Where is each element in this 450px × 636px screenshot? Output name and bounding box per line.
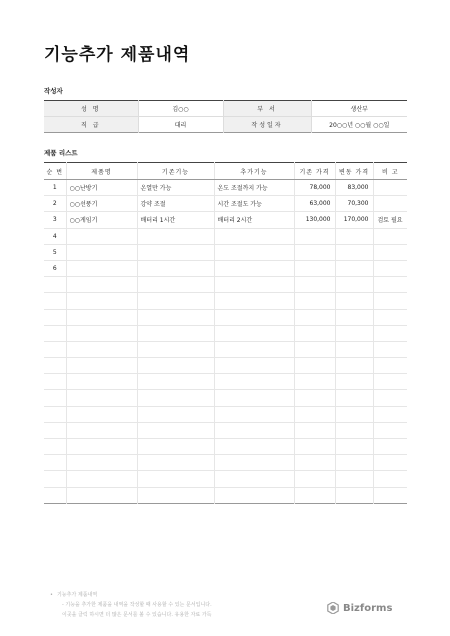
cell-new-price[interactable] bbox=[335, 358, 373, 374]
table-row bbox=[44, 277, 407, 293]
cell-name[interactable]: ○○난방기 bbox=[66, 180, 137, 196]
cell-old-price[interactable] bbox=[294, 390, 335, 406]
cell-old[interactable]: 온열만 가능 bbox=[137, 180, 214, 196]
cell-note[interactable] bbox=[373, 390, 407, 406]
cell-new[interactable] bbox=[214, 422, 294, 438]
cell-name[interactable] bbox=[66, 228, 137, 244]
cell-note[interactable] bbox=[373, 455, 407, 471]
cell-new-price[interactable]: 70,300 bbox=[335, 196, 373, 212]
cell-no bbox=[44, 374, 66, 390]
cell-new-price[interactable] bbox=[335, 455, 373, 471]
cell-new-price[interactable] bbox=[335, 309, 373, 325]
cell-no bbox=[44, 406, 66, 422]
footer-title: 기능추가 제품내역 bbox=[56, 592, 98, 598]
cell-old-price[interactable] bbox=[294, 244, 335, 260]
cell-new[interactable]: 배터리 2시간 bbox=[214, 212, 294, 228]
cell-no: 2 bbox=[44, 196, 66, 212]
cell-old-price[interactable] bbox=[294, 277, 335, 293]
cell-note[interactable]: 검토 필요 bbox=[373, 212, 407, 228]
cell-no: 1 bbox=[44, 180, 66, 196]
table-row bbox=[44, 358, 407, 374]
cell-new-price[interactable] bbox=[335, 260, 373, 276]
author-label: 성 명 bbox=[44, 101, 138, 117]
cell-no bbox=[44, 439, 66, 455]
cell-no bbox=[44, 455, 66, 471]
cell-no bbox=[44, 293, 66, 309]
cell-old[interactable]: 배터리 1시간 bbox=[137, 212, 214, 228]
cell-old[interactable] bbox=[137, 309, 214, 325]
cell-name[interactable] bbox=[66, 455, 137, 471]
bizforms-logo-icon bbox=[327, 602, 339, 614]
cell-old[interactable] bbox=[137, 406, 214, 422]
cell-old[interactable] bbox=[137, 293, 214, 309]
cell-new[interactable] bbox=[214, 244, 294, 260]
author-row bbox=[44, 101, 407, 117]
footer-description: - 기능을 추가한 제품을 내역을 작성할 때 사용할 수 있는 문서입니다. bbox=[62, 602, 212, 608]
cell-new[interactable] bbox=[214, 439, 294, 455]
cell-new[interactable]: 온도 조절까지 가능 bbox=[214, 180, 294, 196]
cell-note[interactable] bbox=[373, 180, 407, 196]
cell-old-price[interactable]: 63,000 bbox=[294, 196, 335, 212]
cell-old-price[interactable] bbox=[294, 309, 335, 325]
cell-new[interactable] bbox=[214, 277, 294, 293]
cell-new[interactable] bbox=[214, 471, 294, 487]
cell-old[interactable] bbox=[137, 422, 214, 438]
cell-note[interactable] bbox=[373, 244, 407, 260]
author-value[interactable]: 생산부 bbox=[311, 101, 407, 117]
cell-note[interactable] bbox=[373, 406, 407, 422]
cell-old-price[interactable] bbox=[294, 293, 335, 309]
table-row bbox=[44, 406, 407, 422]
footer-bullet: • bbox=[50, 592, 53, 598]
table-row bbox=[44, 374, 407, 390]
column-header: 변동 가격 bbox=[335, 163, 373, 180]
cell-old[interactable] bbox=[137, 374, 214, 390]
cell-name[interactable] bbox=[66, 325, 137, 341]
cell-new-price[interactable] bbox=[335, 406, 373, 422]
table-row bbox=[44, 309, 407, 325]
cell-no bbox=[44, 487, 66, 503]
cell-old-price[interactable] bbox=[294, 406, 335, 422]
author-value[interactable]: 20○○년 ○○월 ○○일 bbox=[311, 117, 407, 133]
cell-name[interactable] bbox=[66, 293, 137, 309]
author-row bbox=[44, 117, 407, 133]
cell-note[interactable] bbox=[373, 196, 407, 212]
cell-no bbox=[44, 358, 66, 374]
brand-name: Bizforms bbox=[343, 602, 393, 614]
cell-old-price[interactable] bbox=[294, 439, 335, 455]
table-row bbox=[44, 293, 407, 309]
table-row bbox=[44, 244, 407, 260]
cell-no bbox=[44, 325, 66, 341]
cell-old[interactable] bbox=[137, 228, 214, 244]
cell-new-price[interactable] bbox=[335, 277, 373, 293]
cell-note[interactable] bbox=[373, 325, 407, 341]
column-header: 기존 가격 bbox=[294, 163, 335, 180]
cell-old-price[interactable] bbox=[294, 422, 335, 438]
author-label: 부 서 bbox=[223, 101, 311, 117]
cell-no bbox=[44, 309, 66, 325]
footer-notes bbox=[50, 590, 212, 620]
column-header: 비 고 bbox=[373, 163, 407, 180]
table-row bbox=[44, 341, 407, 357]
cell-old-price[interactable] bbox=[294, 471, 335, 487]
column-header: 추가기능 bbox=[214, 163, 294, 180]
table-header-row bbox=[44, 163, 407, 180]
cell-name[interactable] bbox=[66, 487, 137, 503]
cell-new-price[interactable] bbox=[335, 439, 373, 455]
cell-new-price[interactable] bbox=[335, 228, 373, 244]
cell-old[interactable] bbox=[137, 358, 214, 374]
author-table bbox=[44, 100, 407, 133]
cell-old[interactable] bbox=[137, 244, 214, 260]
cell-old-price[interactable] bbox=[294, 487, 335, 503]
cell-name[interactable] bbox=[66, 422, 137, 438]
cell-new[interactable] bbox=[214, 455, 294, 471]
cell-note[interactable] bbox=[373, 439, 407, 455]
column-header: 제품명 bbox=[66, 163, 137, 180]
cell-no: 5 bbox=[44, 244, 66, 260]
cell-name[interactable] bbox=[66, 309, 137, 325]
cell-new[interactable] bbox=[214, 374, 294, 390]
table-row bbox=[44, 180, 407, 196]
cell-no bbox=[44, 341, 66, 357]
column-header: 순 번 bbox=[44, 163, 66, 180]
cell-note[interactable] bbox=[373, 277, 407, 293]
table-row bbox=[44, 325, 407, 341]
cell-note[interactable] bbox=[373, 228, 407, 244]
cell-note[interactable] bbox=[373, 358, 407, 374]
cell-name[interactable] bbox=[66, 260, 137, 276]
cell-no bbox=[44, 471, 66, 487]
product-section-label: 제품 리스트 bbox=[44, 149, 78, 157]
cell-new[interactable] bbox=[214, 487, 294, 503]
cell-name[interactable] bbox=[66, 471, 137, 487]
cell-old-price[interactable]: 78,000 bbox=[294, 180, 335, 196]
table-row bbox=[44, 455, 407, 471]
cell-old[interactable] bbox=[137, 325, 214, 341]
cell-old-price[interactable]: 130,000 bbox=[294, 212, 335, 228]
cell-note[interactable] bbox=[373, 374, 407, 390]
page-title: 기능추가 제품내역 bbox=[44, 45, 191, 65]
cell-new[interactable] bbox=[214, 325, 294, 341]
cell-old[interactable] bbox=[137, 390, 214, 406]
cell-old[interactable] bbox=[137, 487, 214, 503]
brand-logo[interactable] bbox=[327, 602, 392, 614]
product-table bbox=[44, 162, 407, 504]
table-row bbox=[44, 196, 407, 212]
cell-name[interactable] bbox=[66, 244, 137, 260]
cell-old[interactable] bbox=[137, 455, 214, 471]
cell-note[interactable] bbox=[373, 487, 407, 503]
cell-old[interactable] bbox=[137, 341, 214, 357]
cell-no bbox=[44, 422, 66, 438]
cell-old[interactable] bbox=[137, 471, 214, 487]
cell-new[interactable] bbox=[214, 309, 294, 325]
author-label: 직 급 bbox=[44, 117, 138, 133]
cell-old-price[interactable] bbox=[294, 341, 335, 357]
cell-new-price[interactable] bbox=[335, 390, 373, 406]
cell-old-price[interactable] bbox=[294, 228, 335, 244]
cell-new-price[interactable] bbox=[335, 325, 373, 341]
cell-new[interactable] bbox=[214, 406, 294, 422]
cell-new[interactable] bbox=[214, 293, 294, 309]
cell-old[interactable] bbox=[137, 277, 214, 293]
cell-name[interactable] bbox=[66, 390, 137, 406]
cell-name[interactable] bbox=[66, 406, 137, 422]
cell-name[interactable]: ○○선풍기 bbox=[66, 196, 137, 212]
cell-name[interactable] bbox=[66, 358, 137, 374]
cell-note[interactable] bbox=[373, 260, 407, 276]
cell-new-price[interactable]: 83,000 bbox=[335, 180, 373, 196]
table-row bbox=[44, 212, 407, 228]
cell-name[interactable] bbox=[66, 439, 137, 455]
cell-no bbox=[44, 390, 66, 406]
cell-note[interactable] bbox=[373, 341, 407, 357]
cell-new[interactable] bbox=[214, 341, 294, 357]
table-row bbox=[44, 471, 407, 487]
cell-old[interactable] bbox=[137, 439, 214, 455]
cell-new[interactable] bbox=[214, 358, 294, 374]
cell-no: 4 bbox=[44, 228, 66, 244]
table-row bbox=[44, 439, 407, 455]
cell-new[interactable] bbox=[214, 228, 294, 244]
cell-old-price[interactable] bbox=[294, 455, 335, 471]
author-value[interactable]: 대리 bbox=[138, 117, 223, 133]
cell-note[interactable] bbox=[373, 422, 407, 438]
cell-name[interactable] bbox=[66, 277, 137, 293]
cell-name[interactable] bbox=[66, 374, 137, 390]
table-row bbox=[44, 390, 407, 406]
cell-name[interactable] bbox=[66, 341, 137, 357]
cell-new-price[interactable] bbox=[335, 374, 373, 390]
cell-new-price[interactable] bbox=[335, 471, 373, 487]
cell-note[interactable] bbox=[373, 293, 407, 309]
cell-new-price[interactable] bbox=[335, 422, 373, 438]
cell-no: 6 bbox=[44, 260, 66, 276]
table-row bbox=[44, 228, 407, 244]
cell-no: 3 bbox=[44, 212, 66, 228]
author-value[interactable]: 김○○ bbox=[138, 101, 223, 117]
cell-new-price[interactable] bbox=[335, 244, 373, 260]
author-label: 작성일자 bbox=[223, 117, 311, 133]
cell-old-price[interactable] bbox=[294, 260, 335, 276]
cell-new-price[interactable] bbox=[335, 487, 373, 503]
cell-new[interactable]: 시간 조절도 가능 bbox=[214, 196, 294, 212]
cell-new-price[interactable] bbox=[335, 341, 373, 357]
footer-link-text[interactable]: 이곳을 클릭 하시면 더 많은 문서를 볼 수 있습니다. 유용한 자료 가득 bbox=[62, 612, 212, 618]
table-row bbox=[44, 487, 407, 503]
cell-note[interactable] bbox=[373, 471, 407, 487]
cell-old[interactable]: 강약 조절 bbox=[137, 196, 214, 212]
column-header: 기존기능 bbox=[137, 163, 214, 180]
cell-new-price[interactable] bbox=[335, 293, 373, 309]
table-row bbox=[44, 422, 407, 438]
cell-no bbox=[44, 277, 66, 293]
cell-old[interactable] bbox=[137, 260, 214, 276]
cell-name[interactable]: ○○게임기 bbox=[66, 212, 137, 228]
cell-old-price[interactable] bbox=[294, 358, 335, 374]
cell-note[interactable] bbox=[373, 309, 407, 325]
cell-old-price[interactable] bbox=[294, 374, 335, 390]
table-row bbox=[44, 260, 407, 276]
cell-new[interactable] bbox=[214, 260, 294, 276]
cell-old-price[interactable] bbox=[294, 325, 335, 341]
cell-new-price[interactable]: 170,000 bbox=[335, 212, 373, 228]
cell-new[interactable] bbox=[214, 390, 294, 406]
author-section-label: 작성자 bbox=[44, 87, 63, 95]
